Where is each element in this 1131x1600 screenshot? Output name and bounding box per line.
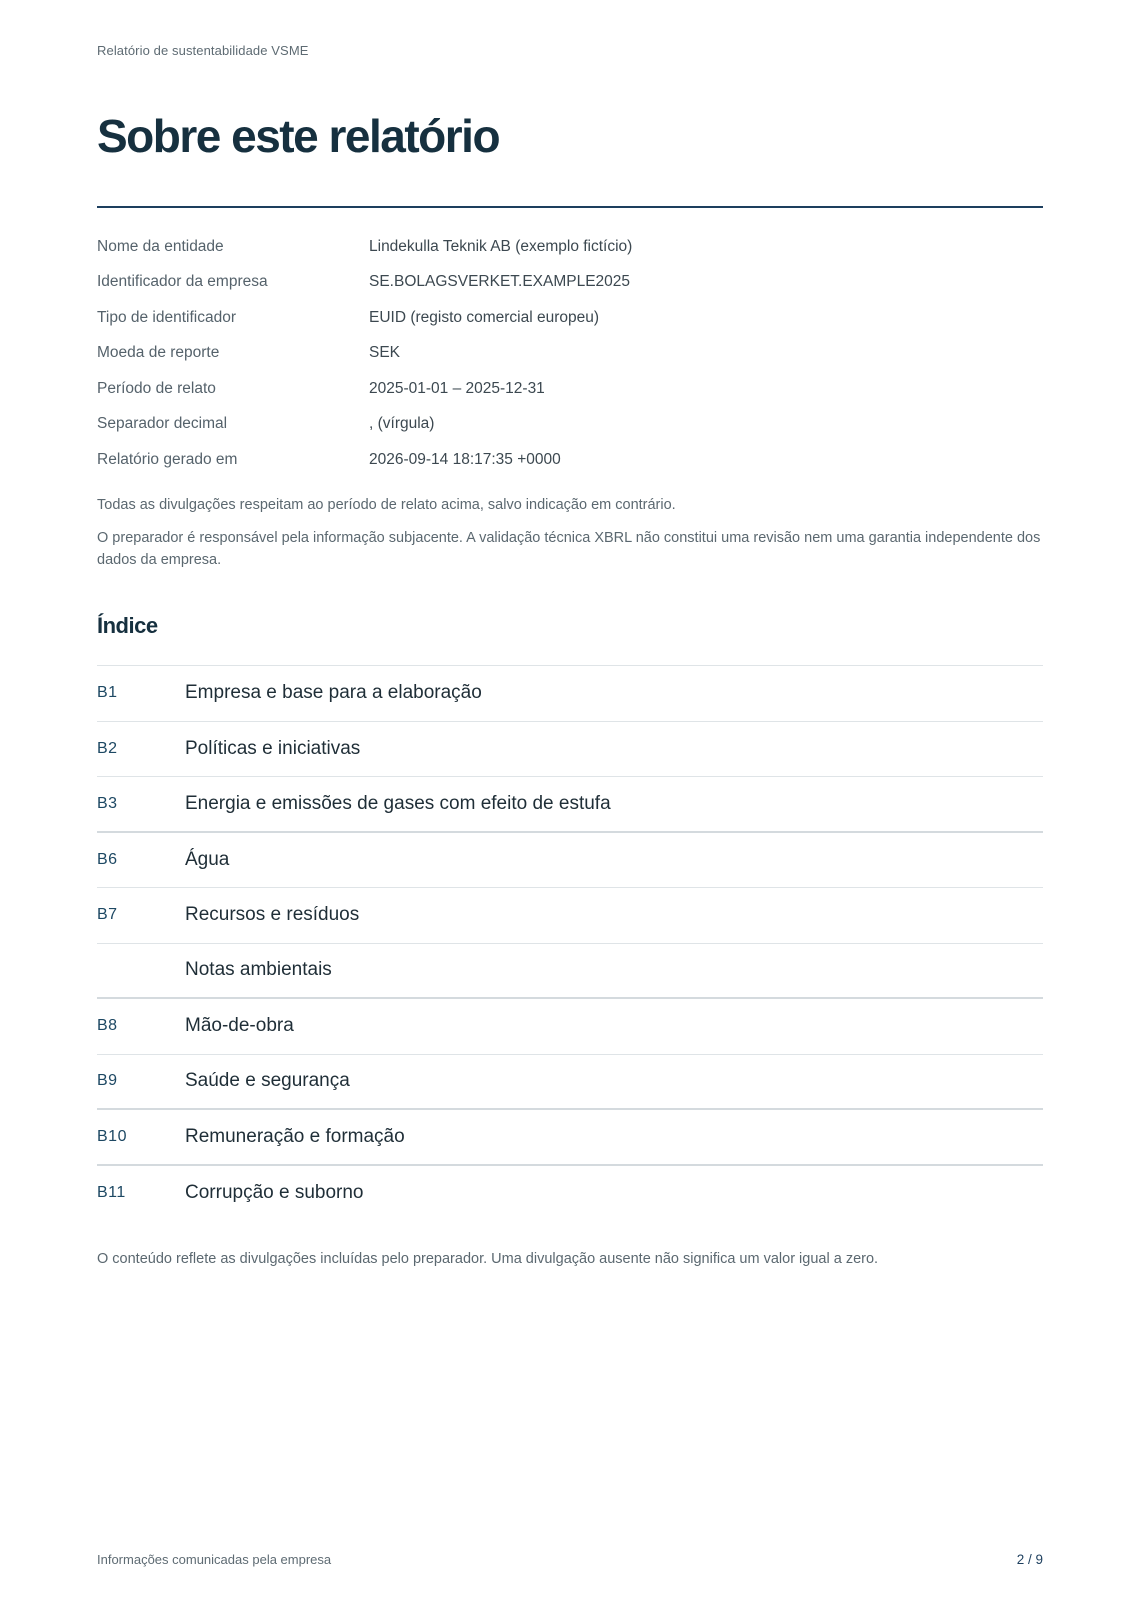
toc-item-title: Mão-de-obra bbox=[185, 1015, 294, 1037]
toc-item-b11[interactable] bbox=[97, 1166, 1043, 1222]
toc-item-code: B2 bbox=[97, 739, 118, 757]
toc-item-code: B10 bbox=[97, 1127, 127, 1145]
table-of-contents bbox=[97, 665, 1043, 1221]
metadata-label: Período de relato bbox=[97, 379, 216, 397]
title-divider bbox=[97, 206, 1043, 208]
report-page bbox=[97, 0, 1043, 1600]
toc-item-code: B1 bbox=[97, 684, 118, 702]
toc-item-b10[interactable] bbox=[97, 1110, 1043, 1166]
metadata-value: Lindekulla Teknik AB (exemplo fictício) bbox=[369, 237, 633, 255]
page-title: Sobre este relatório bbox=[97, 110, 500, 162]
toc-item-code: B6 bbox=[97, 850, 118, 868]
metadata-row-decimal-separator bbox=[97, 407, 1043, 443]
metadata-label: Moeda de reporte bbox=[97, 344, 220, 362]
toc-item-b1[interactable] bbox=[97, 666, 1043, 722]
metadata-row-identifier-type bbox=[97, 300, 1043, 336]
toc-item-title: Corrupção e suborno bbox=[185, 1182, 364, 1204]
metadata-value: SEK bbox=[369, 344, 401, 362]
toc-item-b9[interactable] bbox=[97, 1055, 1043, 1111]
toc-item-b2[interactable] bbox=[97, 722, 1043, 778]
metadata-row-entity-name bbox=[97, 229, 1043, 265]
running-header: Relatório de sustentabilidade VSME bbox=[97, 43, 309, 58]
toc-item-code: B3 bbox=[97, 794, 118, 812]
metadata-label: Separador decimal bbox=[97, 415, 228, 433]
metadata-value: , (vírgula) bbox=[369, 415, 435, 433]
metadata-value: SE.BOLAGSVERKET.EXAMPLE2025 bbox=[369, 273, 631, 291]
footer-left-text: Informações comunicadas pela empresa bbox=[97, 1552, 332, 1567]
toc-item-title: Empresa e base para a elaboração bbox=[185, 682, 482, 704]
page-number: 2 / 9 bbox=[1016, 1552, 1043, 1567]
metadata-label: Identificador da empresa bbox=[97, 273, 268, 291]
metadata-value: 2026-09-14 18:17:35 +0000 bbox=[369, 450, 561, 468]
toc-item-b3[interactable] bbox=[97, 777, 1043, 833]
content-footnote: O conteúdo reflete as divulgações incluídas pelo preparador. Uma divulgação ausente não significa um valor igual a zero. bbox=[97, 1251, 879, 1267]
toc-item-code: B8 bbox=[97, 1017, 118, 1035]
report-metadata-table bbox=[97, 229, 1043, 478]
toc-item-code: B11 bbox=[97, 1184, 126, 1202]
metadata-value: 2025-01-01 – 2025-12-31 bbox=[369, 379, 545, 397]
toc-item-code: B7 bbox=[97, 906, 118, 924]
toc-item-environmental-notes[interactable] bbox=[97, 944, 1043, 1000]
toc-item-title: Saúde e segurança bbox=[185, 1070, 350, 1092]
toc-item-title: Energia e emissões de gases com efeito de estufa bbox=[185, 792, 611, 814]
toc-item-title: Remuneração e formação bbox=[185, 1125, 405, 1147]
period-note: Todas as divulgações respeitam ao período de relato acima, salvo indicação em contrário. bbox=[97, 497, 676, 513]
index-heading: Índice bbox=[97, 613, 158, 638]
metadata-row-reporting-period bbox=[97, 371, 1043, 407]
toc-item-title: Recursos e resíduos bbox=[185, 904, 360, 926]
responsibility-note: O preparador é responsável pela informação subjacente. A validação técnica XBRL não constitui uma revisão nem uma garantia independente dos dados da empresa. bbox=[97, 530, 1041, 568]
toc-item-b8[interactable] bbox=[97, 999, 1043, 1055]
metadata-label: Nome da entidade bbox=[97, 237, 224, 255]
toc-item-title: Água bbox=[185, 848, 230, 870]
metadata-row-reporting-currency bbox=[97, 336, 1043, 372]
toc-item-code: B9 bbox=[97, 1072, 118, 1090]
toc-item-b7[interactable] bbox=[97, 888, 1043, 944]
metadata-label: Tipo de identificador bbox=[97, 308, 237, 326]
toc-item-title: Políticas e iniciativas bbox=[185, 737, 361, 759]
toc-item-b6[interactable] bbox=[97, 833, 1043, 889]
metadata-row-generated-at bbox=[97, 442, 1043, 478]
running-footer bbox=[97, 1552, 1043, 1567]
metadata-value: EUID (registo comercial europeu) bbox=[369, 308, 600, 326]
metadata-label: Relatório gerado em bbox=[97, 450, 238, 468]
toc-item-title: Notas ambientais bbox=[185, 959, 332, 981]
metadata-row-company-identifier bbox=[97, 265, 1043, 301]
